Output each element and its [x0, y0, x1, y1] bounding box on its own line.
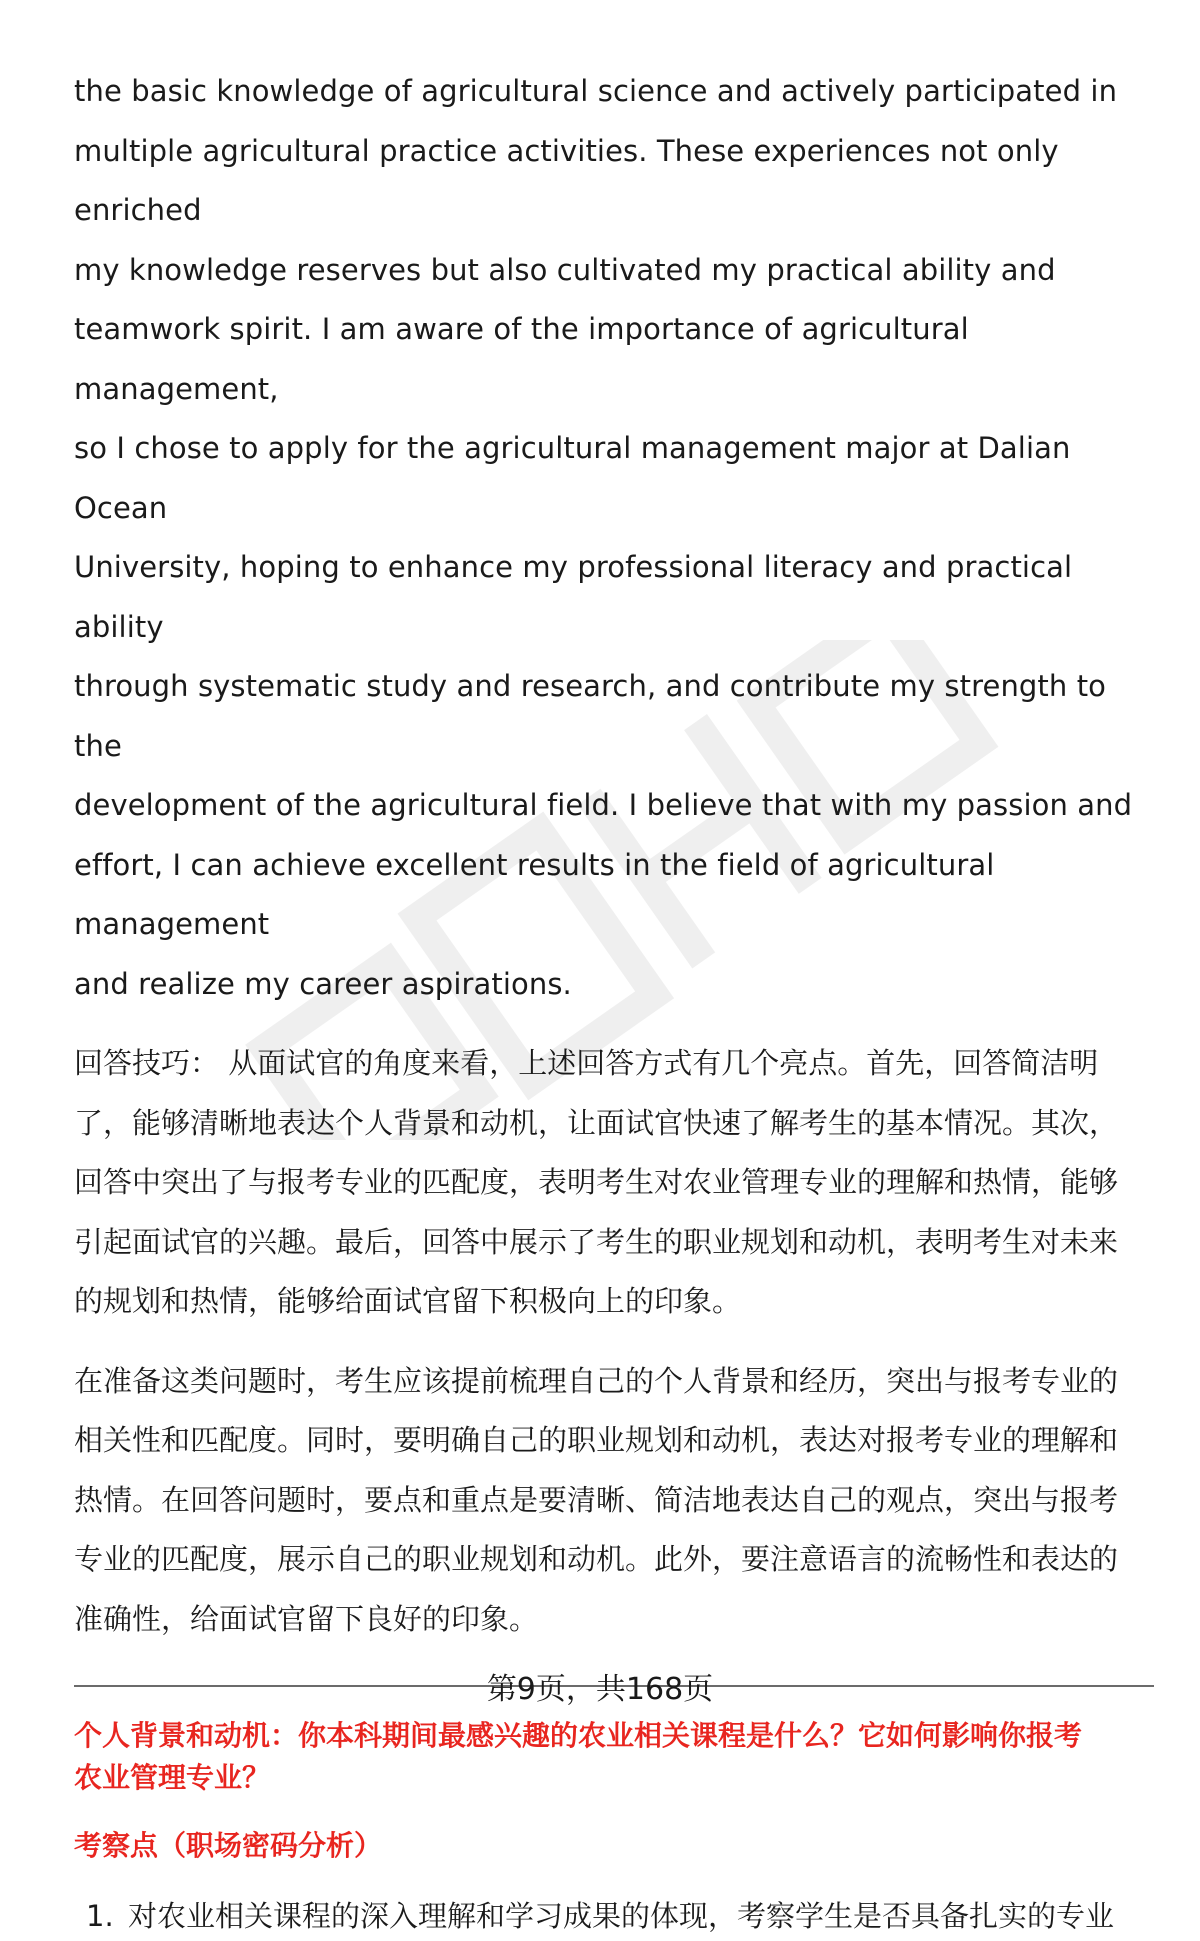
list-item-number: 1. [86, 1899, 114, 1933]
text-line: teamwork spirit. I am aware of the importance of agricultural management, [74, 312, 969, 406]
text-line: 热情。在回答问题时，要点和重点是要清晰、简洁地表达自己的观点，突出与报考 [74, 1482, 1119, 1517]
page-number-footer: 第9页，共168页 [486, 1672, 714, 1707]
text-line: 回答技巧： 从面试官的角度来看，上述回答方式有几个亮点。首先，回答简洁明 [74, 1046, 1099, 1080]
list-item-text: 对农业相关课程的深入理解和学习成果的体现，考察学生是否具备扎实的专业 [128, 1899, 1115, 1933]
preparation-advice-paragraph [74, 1352, 1154, 1650]
text-line: multiple agricultural practice activities. These experiences not only enriched [74, 133, 1059, 227]
text-line: University, hoping to enhance my professional literacy and practical ability [74, 550, 1073, 644]
english-answer-paragraph [74, 62, 1154, 1014]
text-line: 专业的匹配度，展示自己的职业规划和动机。此外，要注意语言的流畅性和表达的 [74, 1542, 1119, 1576]
text-line: so I chose to apply for the agricultural management major at Dalian Ocean [74, 431, 1071, 525]
analysis-section-title: 考察点（职场密码分析） [74, 1829, 383, 1862]
text-line: 在准备这类问题时，考生应该提前梳理自己的个人背景和经历，突出与报考专业的 [74, 1363, 1119, 1398]
text-line: 的规划和热情，能够给面试官留下积极向上的印象。 [74, 1284, 742, 1318]
text-line: 准确性，给面试官留下良好的印象。 [74, 1601, 539, 1636]
answer-tips-paragraph [74, 1034, 1154, 1332]
text-line: 了，能够清晰地表达个人背景和动机，让面试官快速了解考生的基本情况。其次， [74, 1105, 1119, 1140]
text-line: effort, I can achieve excellent results in the field of agricultural management [74, 847, 995, 941]
list-item [74, 1891, 1154, 1941]
text-line: development of the agricultural field. I believe that with my passion and [74, 788, 1133, 822]
question-line: 个人背景和动机：你本科期间最感兴趣的农业相关课程是什么？它如何影响你报考 [74, 1719, 1083, 1752]
text-line: my knowledge reserves but also cultivated my practical ability and [74, 252, 1056, 287]
text-line: and realize my career aspirations. [74, 966, 572, 1001]
document-page [74, 62, 1154, 1941]
text-line: 相关性和匹配度。同时，要明确自己的职业规划和动机，表达对报考专业的理解和 [74, 1423, 1119, 1457]
text-line: the basic knowledge of agricultural science and actively participated in [74, 74, 1118, 108]
text-line: 引起面试官的兴趣。最后，回答中展示了考生的职业规划和动机，表明考生对未来 [74, 1224, 1119, 1259]
text-line: through systematic study and research, and contribute my strength to the [74, 669, 1107, 763]
question-heading [74, 1715, 1154, 1799]
analysis-list [74, 1891, 1154, 1941]
question-line: 农业管理专业？ [74, 1761, 271, 1794]
text-line: 回答中突出了与报考专业的匹配度，表明考生对农业管理专业的理解和热情，能够 [74, 1165, 1119, 1199]
